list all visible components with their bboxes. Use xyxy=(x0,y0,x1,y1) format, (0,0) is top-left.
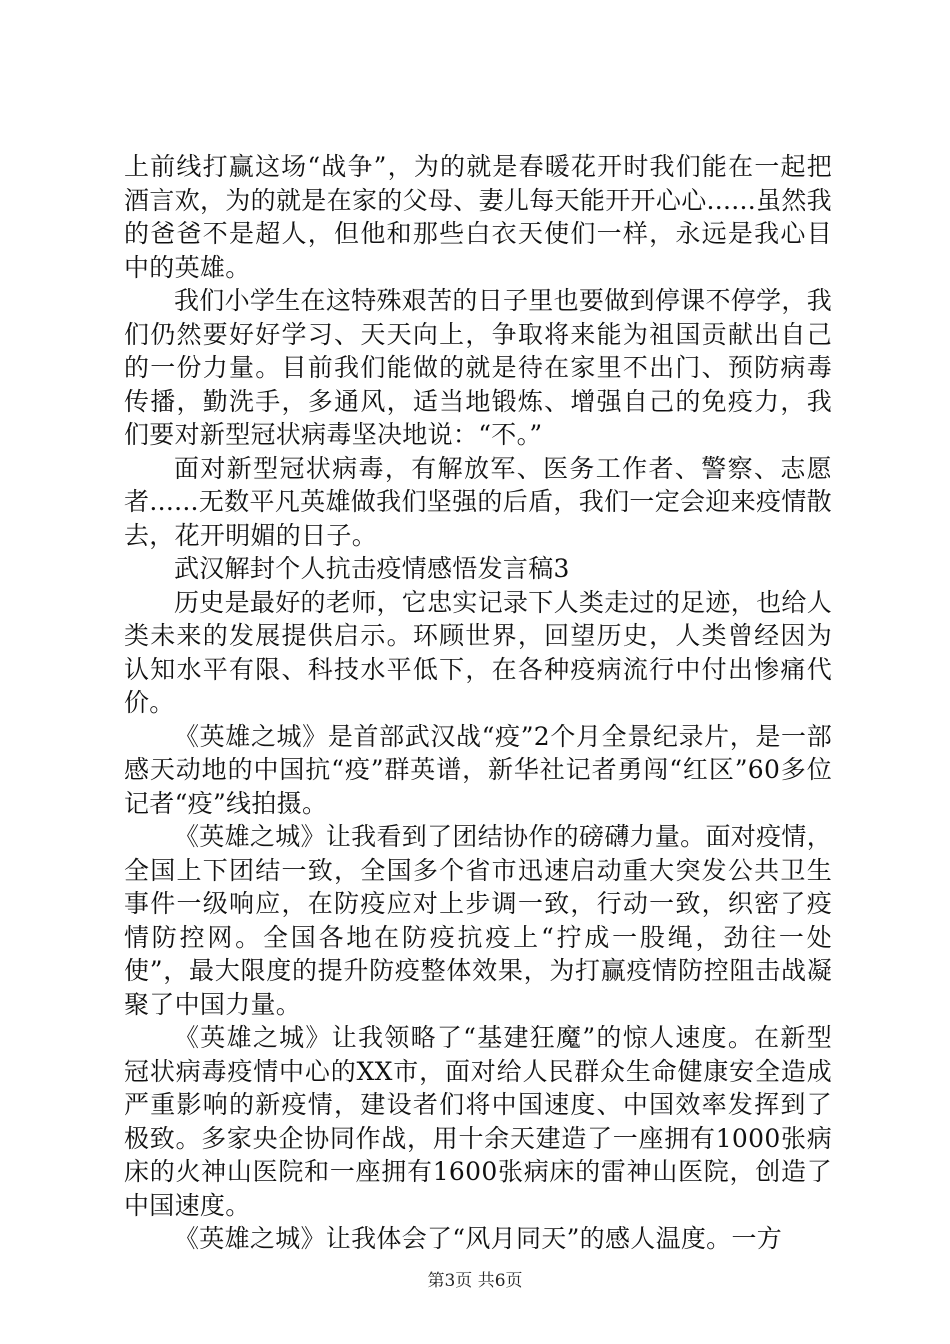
paragraph-1: 上前线打赢这场“战争”，为的就是春暖花开时我们能在一起把酒言欢，为的就是在家的父母、妻儿每天能开开心心......虽然我的爸爸不是超人，但他和那些白衣天使们一样，永远是我心目中的英雄。 xyxy=(124,152,832,282)
paragraph-4: 历史是最好的老师，它忠实记录下人类走过的足迹，也给人类未来的发展提供启示。环顾世界，回望历史，人类曾经因为认知水平有限、科技水平低下，在各种疫病流行中付出惨痛代价。 xyxy=(124,587,832,717)
paragraph-3: 面对新型冠状病毒，有解放军、医务工作者、警察、志愿者......无数平凡英雄做我们坚强的后盾，我们一定会迎来疫情散去，花开明媚的日子。 xyxy=(124,453,832,550)
paragraph-2: 我们小学生在这特殊艰苦的日子里也要做到停课不停学，我们仍然要好好学习、天天向上，争取将来能为祖国贡献出自己的一份力量。目前我们能做的就是待在家里不出门、预防病毒传播，勤洗手，多通风，适当地锻炼、增强自己的免疫力，我们要对新型冠状病毒坚决地说：“不。” xyxy=(124,286,832,449)
paragraph-6: 《英雄之城》让我看到了团结协作的磅礴力量。面对疫情，全国上下团结一致，全国多个省市迅速启动重大突发公共卫生事件一级响应，在防疫应对上步调一致，行动一致，织密了疫情防控网。全国各地在防疫抗疫上“拧成一股绳，劲往一处使”，最大限度的提升防疫整体效果，为打赢疫情防控阻击战凝聚了中国力量。 xyxy=(124,822,832,1019)
paragraph-7: 《英雄之城》让我领略了“基建狂魔”的惊人速度。在新型冠状病毒疫情中心的XX市，面对给人民群众生命健康安全造成严重影响的新疫情，建设者们将中国速度、中国效率发挥到了极致。多家央企协同作战，用十余天建造了一座拥有1000张病床的火神山医院和一座拥有1600张病床的雷神山医院，创造了中国速度。 xyxy=(124,1023,832,1220)
page-footer: 第3页 共6页 xyxy=(427,1271,523,1291)
paragraph-5: 《英雄之城》是首部武汉战“疫”2个月全景纪录片，是一部感天动地的中国抗“疫”群英谱，新华社记者勇闯“红区”60多位记者“疫”线拍摄。 xyxy=(124,721,832,818)
paragraph-8: 《英雄之城》让我体会了“风月同天”的感人温度。一方 xyxy=(174,1224,783,1253)
document-body xyxy=(124,150,832,1256)
section-heading: 武汉解封个人抗击疫情感悟发言稿3 xyxy=(174,554,570,583)
